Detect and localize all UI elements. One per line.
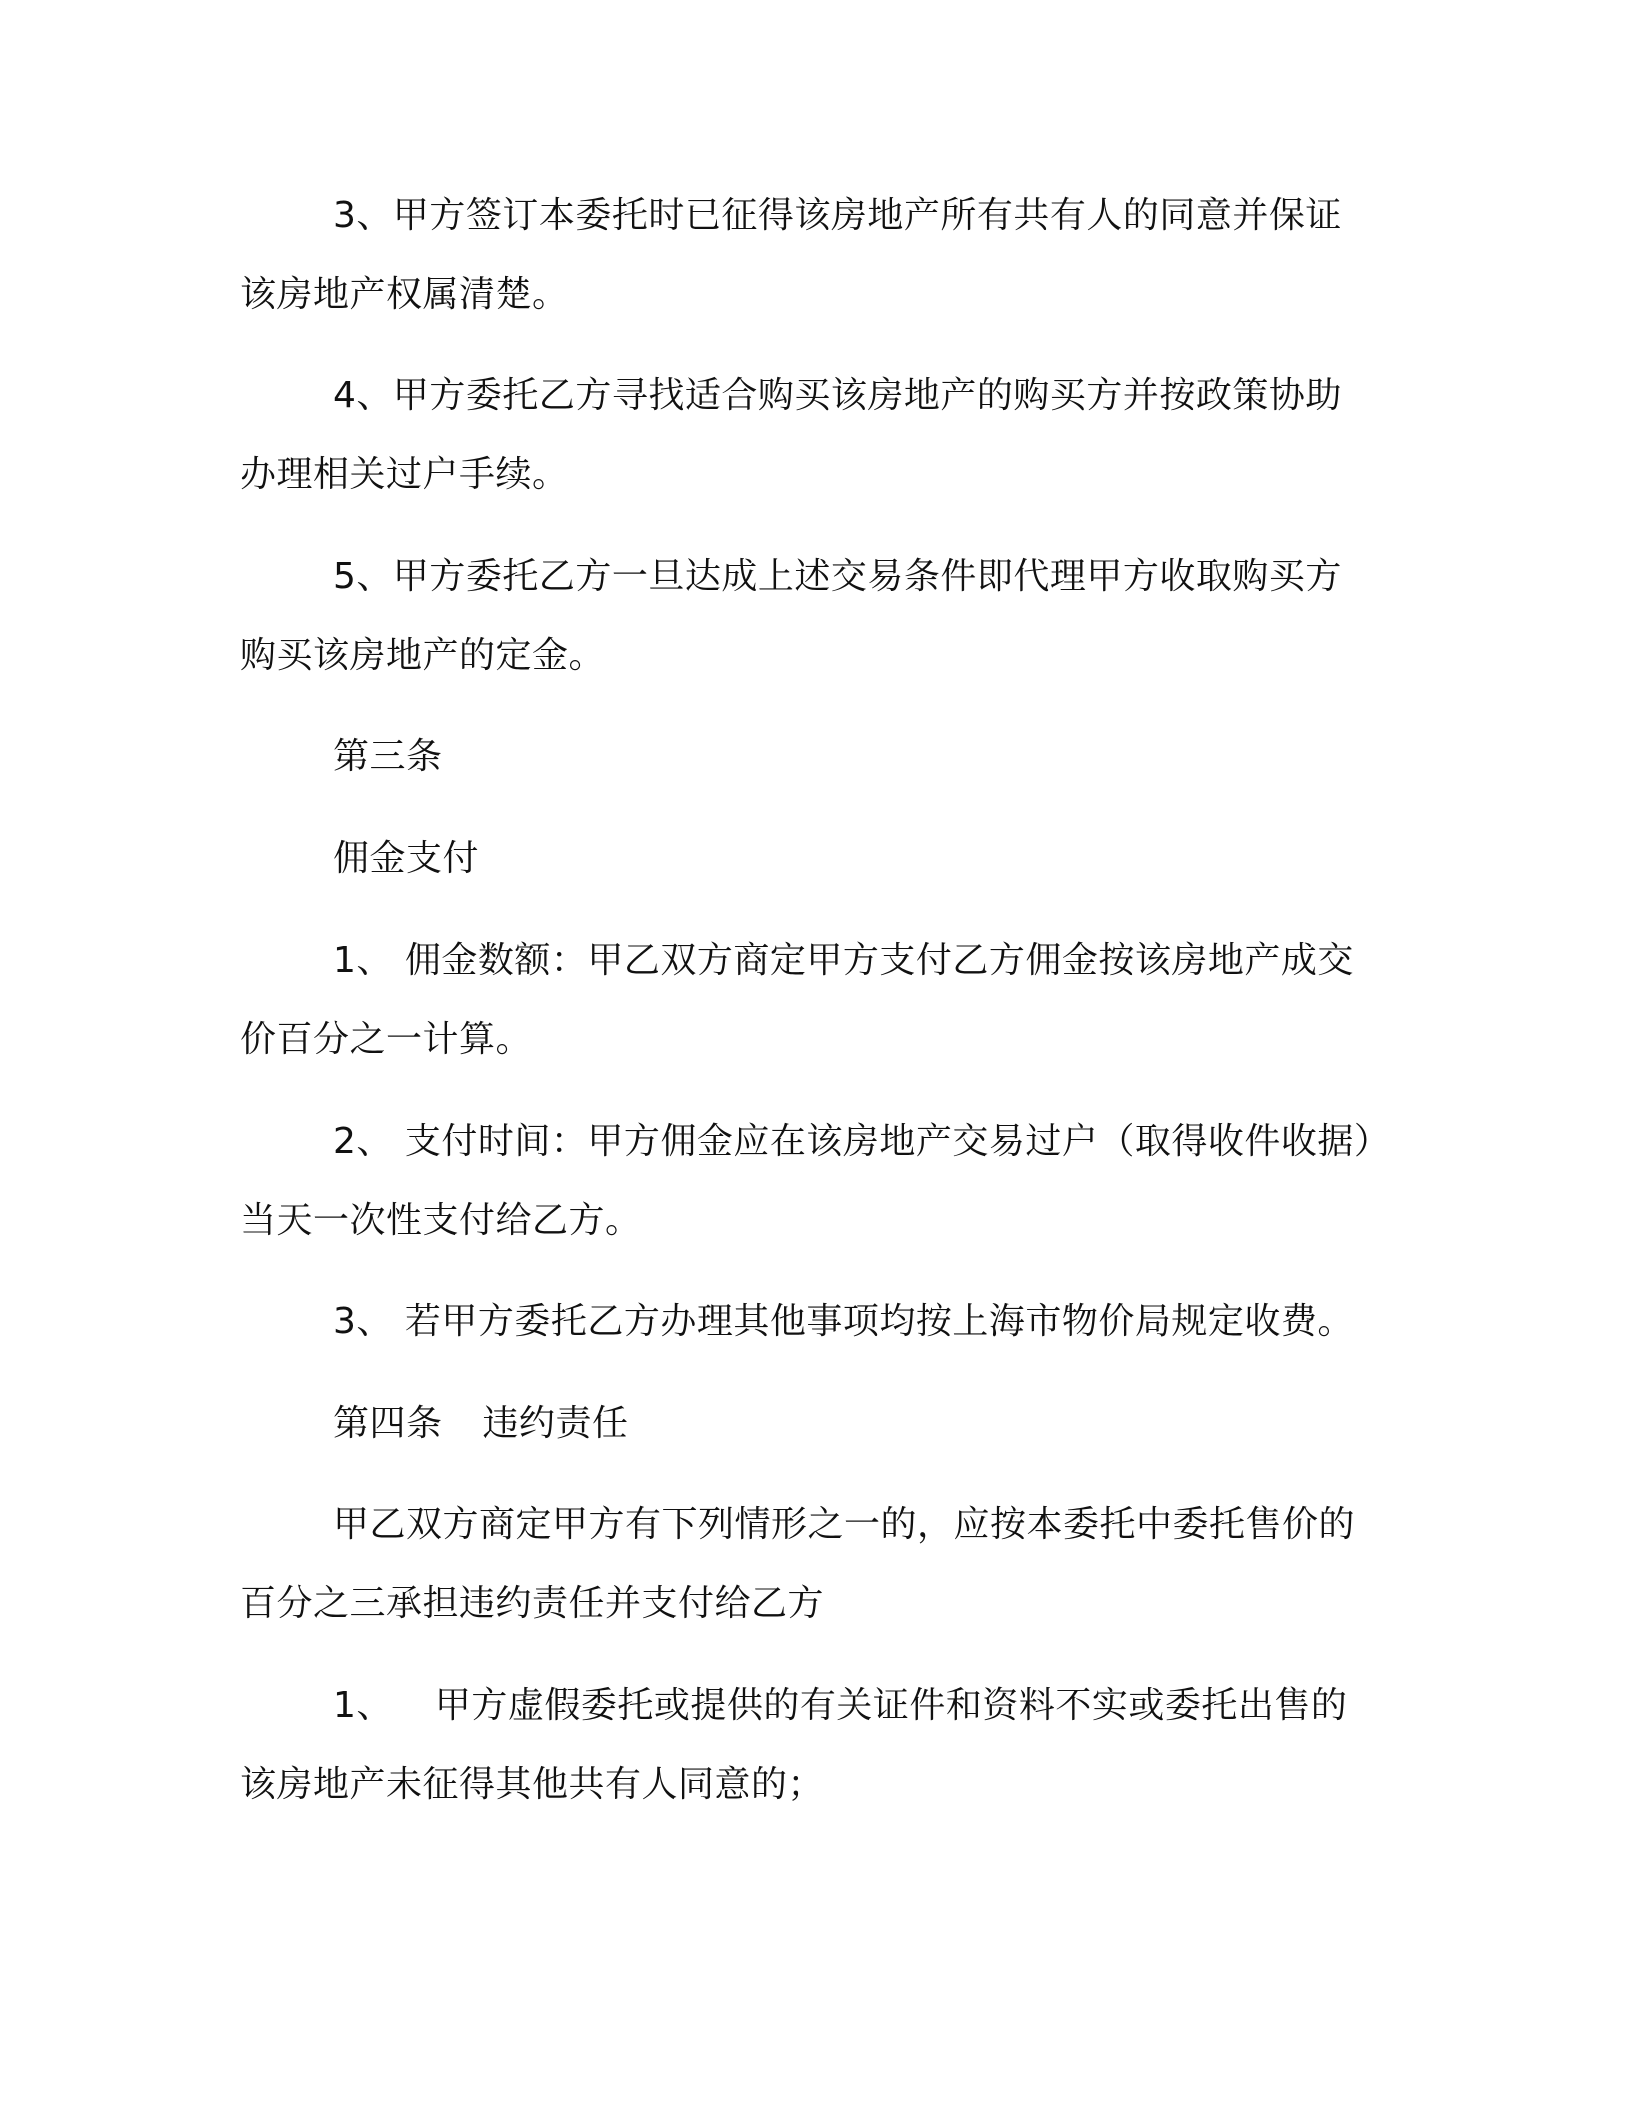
article-4-title: 违约责任 xyxy=(482,1403,629,1444)
commission-amount-line-1: 1、 佣金数额：甲乙双方商定甲方支付乙方佣金按该房地产成交 xyxy=(333,940,1354,981)
breach-item-1-text: 甲方虚假委托或提供的有关证件和资料不实或委托出售的 xyxy=(434,1685,1348,1726)
article-3-subheading: 佣金支付 xyxy=(333,838,480,879)
payment-time-line-2: 当天一次性支付给乙方。 xyxy=(240,1200,642,1241)
other-fees-line: 3、 若甲方委托乙方办理其他事项均按上海市物价局规定收费。 xyxy=(333,1301,1354,1342)
article-4-heading xyxy=(333,1402,629,1446)
clause-4-line-1: 4、甲方委托乙方寻找适合购买该房地产的购买方并按政策协助 xyxy=(333,375,1342,416)
breach-item-1-number: 1、 xyxy=(333,1685,393,1726)
commission-amount-line-2: 价百分之一计算。 xyxy=(240,1019,533,1060)
breach-intro-line-2: 百分之三承担违约责任并支付给乙方 xyxy=(240,1583,825,1624)
breach-intro-line-1: 甲乙双方商定甲方有下列情形之一的，应按本委托中委托售价的 xyxy=(333,1504,1356,1545)
article-4-number: 第四条 xyxy=(333,1403,443,1444)
breach-item-1-line-2: 该房地产未征得其他共有人同意的； xyxy=(240,1764,825,1805)
clause-4-line-2: 办理相关过户手续。 xyxy=(240,454,569,495)
payment-time-line-1: 2、 支付时间：甲方佣金应在该房地产交易过户（取得收件收据） xyxy=(333,1121,1391,1162)
clause-5-line-1: 5、甲方委托乙方一旦达成上述交易条件即代理甲方收取购买方 xyxy=(333,556,1342,597)
clause-3-line-2: 该房地产权属清楚。 xyxy=(240,274,569,315)
clause-5-line-2: 购买该房地产的定金。 xyxy=(240,635,606,676)
article-3-heading: 第三条 xyxy=(333,736,443,777)
clause-3-line-1: 3、甲方签订本委托时已征得该房地产所有共有人的同意并保证 xyxy=(333,195,1342,236)
breach-item-1-line-1 xyxy=(333,1684,1347,1728)
